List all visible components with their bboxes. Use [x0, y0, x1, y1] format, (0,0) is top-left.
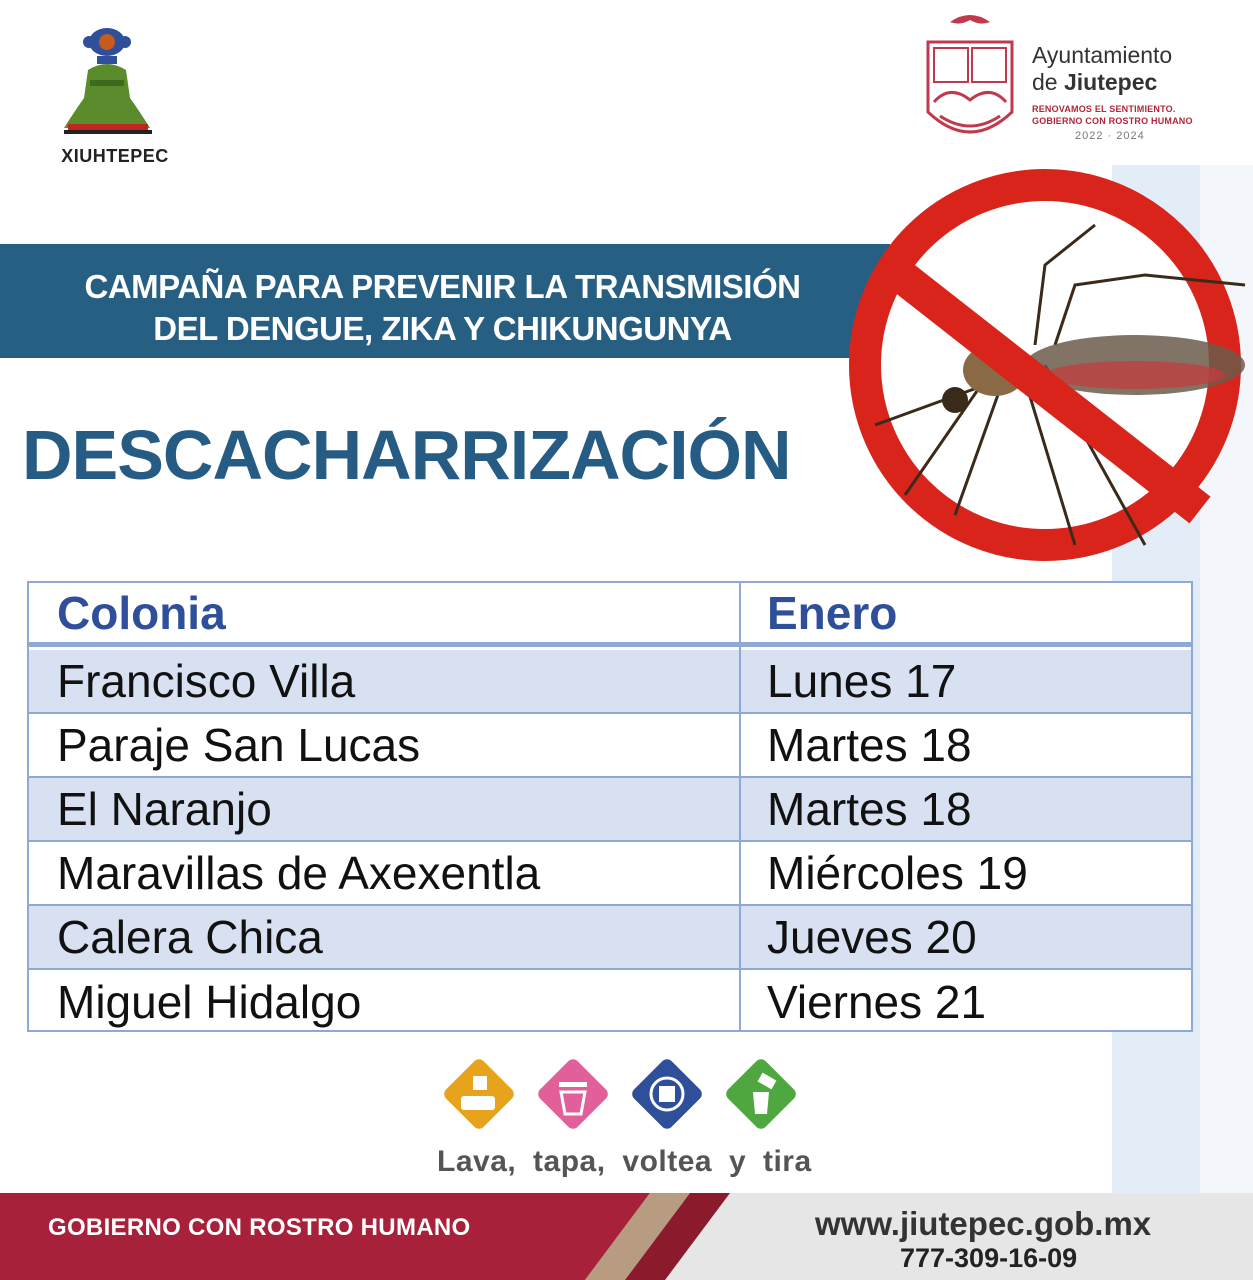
- fecha-cell: Jueves 20: [767, 911, 977, 963]
- term-years: 2022 · 2024: [1075, 130, 1145, 142]
- fecha-cell: Martes 18: [767, 783, 972, 835]
- xiuhtepec-emblem-icon: [40, 20, 190, 145]
- ayuntamiento-title: Ayuntamiento: [1032, 42, 1173, 68]
- xiuhtepec-logo: [40, 20, 190, 170]
- prevention-icons: [437, 1052, 817, 1136]
- table-row: [29, 906, 1191, 970]
- fecha-cell: Lunes 17: [767, 655, 957, 707]
- header-colonia: Colonia: [57, 586, 226, 639]
- no-mosquito-icon: [845, 165, 1253, 565]
- xiuhtepec-label: XIUHTEPEC: [61, 146, 169, 166]
- header-enero: Enero: [767, 586, 898, 639]
- throw-away-icon: [719, 1052, 803, 1136]
- colonia-cell: Calera Chica: [57, 911, 323, 963]
- phone-number: 777-309-16-09: [900, 1243, 1078, 1273]
- fecha-cell: Martes 18: [767, 719, 972, 771]
- colonia-cell: Francisco Villa: [57, 655, 356, 707]
- table-row: [29, 842, 1191, 906]
- wash-icon: [437, 1052, 521, 1136]
- footer-slogan: GOBIERNO CON ROSTRO HUMANO: [48, 1214, 471, 1241]
- table-row: [29, 970, 1191, 1034]
- table-row: [29, 714, 1191, 778]
- jiutepec-name: Jiutepec: [1063, 69, 1158, 95]
- banner-line-1: CAMPAÑA PARA PREVENIR LA TRANSMISIÓN: [84, 268, 801, 305]
- colonia-cell: Paraje San Lucas: [57, 719, 421, 771]
- table-row: [29, 778, 1191, 842]
- colonia-cell: Miguel Hidalgo: [57, 976, 362, 1028]
- fecha-cell: Miércoles 19: [767, 847, 1028, 899]
- schedule-table: [27, 581, 1193, 1032]
- colonia-cell: Maravillas de Axexentla: [57, 847, 541, 899]
- tagline-1: RENOVAMOS EL SENTIMIENTO.: [1032, 104, 1176, 114]
- jiutepec-prefix: de: [1032, 69, 1064, 95]
- table-header-row: [29, 583, 1191, 647]
- column-divider: [739, 583, 741, 1030]
- cover-icon: [531, 1052, 615, 1136]
- banner-line-2: DEL DENGUE, ZIKA Y CHIKUNGUNYA: [153, 310, 732, 347]
- jiutepec-crest-icon: [920, 12, 1020, 152]
- tagline-2: GOBIERNO CON ROSTRO HUMANO: [1032, 116, 1193, 126]
- fecha-cell: Viernes 21: [767, 976, 987, 1028]
- flip-icon: [625, 1052, 709, 1136]
- colonia-cell: El Naranjo: [57, 783, 272, 835]
- page-title: DESCACHARRIZACIÓN: [22, 416, 791, 494]
- prevention-slogan: Lava, tapa, voltea y tira: [437, 1145, 812, 1178]
- jiutepec-title: [1032, 69, 1157, 96]
- ayuntamiento-logo: [920, 12, 1220, 157]
- campaign-banner: [0, 244, 890, 358]
- table-row: [29, 650, 1191, 714]
- website-link[interactable]: www.jiutepec.gob.mx: [815, 1205, 1152, 1242]
